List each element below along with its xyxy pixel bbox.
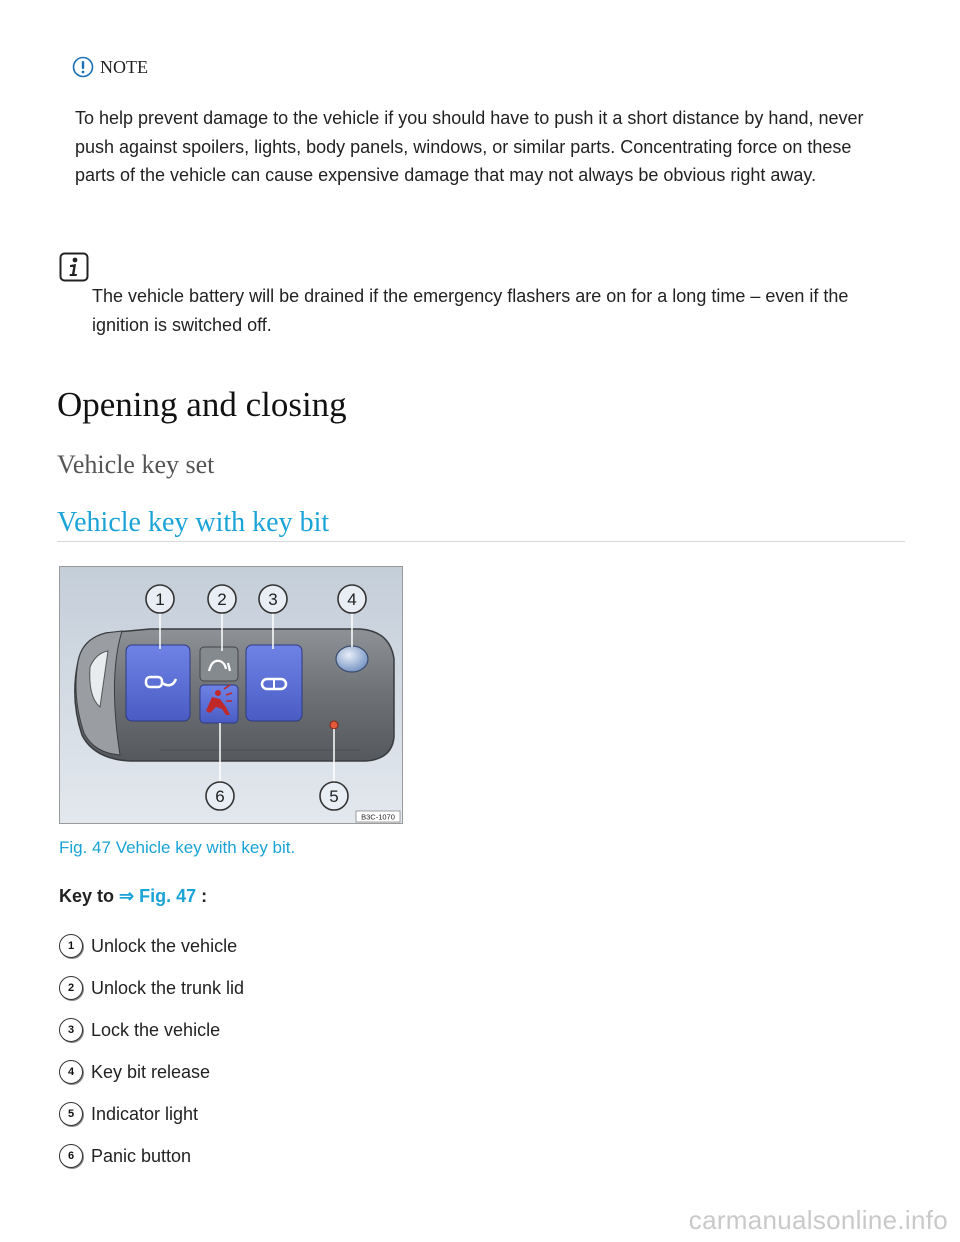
subsection-heading: Vehicle key set	[57, 450, 215, 479]
info-icon	[59, 252, 89, 282]
section-heading: Opening and closing	[57, 385, 347, 424]
note-header	[72, 56, 148, 78]
heading-divider	[57, 541, 905, 542]
note-text: To help prevent damage to the vehicle if you should have to push it a short distance by hand, never push against spoilers, lights, body panels, windows, or similar parts. Concentrating force on these parts of the vehicle can cause expensive damage that may not always be obvious right away.	[75, 108, 864, 185]
callout-1: 1	[155, 590, 165, 609]
key-to-suffix: :	[201, 886, 208, 906]
callout-3: 3	[268, 590, 278, 609]
info-text: The vehicle battery will be drained if the emergency flashers are on for a long time – even if the ignition is switched off.	[92, 286, 849, 335]
number-badge: 1	[59, 934, 83, 958]
list-item	[59, 1051, 244, 1093]
key-to-prefix: Key to	[59, 886, 115, 906]
vehicle-key-illustration	[60, 567, 402, 823]
list-item	[59, 1009, 244, 1051]
callout-2: 2	[217, 590, 227, 609]
callout-6: 6	[215, 787, 225, 806]
list-item	[59, 925, 244, 967]
key-to-line	[59, 886, 207, 907]
watermark: carmanualsonline.info	[688, 1205, 948, 1235]
topic-heading: Vehicle key with key bit	[57, 507, 330, 538]
list-item-label: Unlock the trunk lid	[91, 977, 245, 998]
callout-5: 5	[329, 787, 339, 806]
list-item	[59, 1135, 244, 1177]
list-item-label: Indicator light	[91, 1103, 199, 1124]
callout-4: 4	[347, 590, 357, 609]
key-list	[59, 925, 244, 1177]
number-badge: 4	[59, 1060, 83, 1084]
number-badge: 5	[59, 1102, 83, 1126]
note-title: NOTE	[100, 56, 148, 77]
list-item-label: Lock the vehicle	[91, 1019, 221, 1040]
list-item-label: Key bit release	[91, 1061, 211, 1082]
figure-code: B3C-1070	[361, 812, 395, 822]
number-badge: 2	[59, 976, 83, 1000]
key-figure	[59, 566, 403, 824]
list-item	[59, 1093, 244, 1135]
figure-caption: Fig. 47 Vehicle key with key bit.	[59, 838, 296, 857]
list-item-label: Unlock the vehicle	[91, 935, 238, 956]
number-badge: 3	[59, 1018, 83, 1042]
list-item	[59, 967, 244, 1009]
number-badge: 6	[59, 1144, 83, 1168]
list-item-label: Panic button	[91, 1145, 192, 1166]
figure-link[interactable]: ⇒ Fig. 47	[119, 886, 197, 906]
exclamation-icon	[72, 56, 94, 78]
